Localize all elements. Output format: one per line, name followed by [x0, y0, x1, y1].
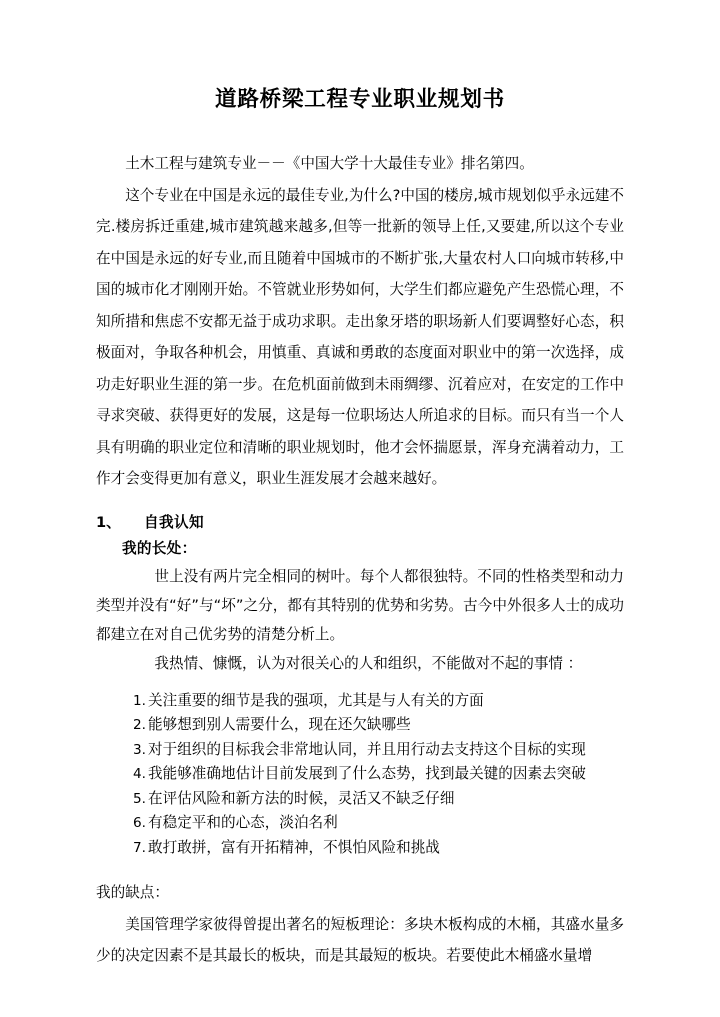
list-item-label: 有稳定平和的心态，淡泊名利: [148, 814, 338, 832]
list-item-label: 在评估风险和新方法的时候，灵活又不缺乏仔细: [148, 789, 455, 807]
list-item-number: 7.: [133, 839, 146, 856]
section-heading-self-cognition: [96, 495, 624, 536]
section-number: 1、: [96, 513, 121, 531]
list-item-label: 对于组织的目标我会非常地认同，并且用行动去支持这个目标的实现: [148, 740, 586, 758]
list-item: [96, 762, 624, 787]
list-item: [96, 689, 624, 714]
list-item-number: 6.: [133, 815, 146, 832]
subheading-weaknesses: 我的缺点：: [96, 884, 169, 902]
list-item: [96, 836, 624, 861]
weaknesses-paragraph: 美国管理学家彼得曾提出著名的短板理论：多块木板构成的木桶，其盛水量多少的决定因素不是其最长的板块，而是其最短的板块。若要使此木桶盛水量增: [96, 915, 624, 965]
list-item-number: 4.: [133, 766, 146, 783]
list-item-label: 我能够准确地估计目前发展到了什么态势，找到最关键的因素去突破: [148, 765, 586, 783]
list-item: [96, 811, 624, 836]
list-item: [96, 738, 624, 763]
document-content: [96, 72, 624, 972]
list-item: [96, 713, 624, 738]
subheading-strengths: 我的长处：: [122, 539, 197, 557]
strengths-list: [96, 689, 624, 861]
intro-block: [96, 148, 624, 495]
intro-line-1: 土木工程与建筑专业－－《中国大学十大最佳专业》排名第四。: [125, 155, 534, 173]
list-item-label: 能够想到别人需要什么，现在还欠缺哪些: [148, 716, 411, 734]
strengths-intro-paragraph: 世上没有两片完全相同的树叶。每个人都很独特。不同的性格类型和动力类型并没有“好”与“坏”之分，都有其特别的优势和劣势。古今中外很多人士的成功都建立在对自己优劣势的清楚分析上。: [96, 567, 624, 643]
section-title: 自我认知: [144, 513, 204, 531]
list-item: [96, 787, 624, 812]
list-item-number: 2.: [133, 717, 146, 734]
list-item-label: 关注重要的细节是我的强项，尤其是与人有关的方面: [148, 691, 484, 709]
strengths-lead-paragraph: 我热情、慷慨，认为对很关心的人和组织，不能做对不起的事情 ：: [154, 654, 583, 672]
page-title: 道路桥梁工程专业职业规划书: [215, 87, 505, 112]
list-item-label: 敢打敢拼，富有开拓精神，不惧怕风险和挑战: [148, 838, 440, 856]
intro-line-2: 这个专业在中国是永远的最佳专业,为什么?中国的楼房,城市规划似乎永远建不完.楼房拆迁重建,城市建筑越来越多,但等一批新的领导上任,又要建,所以这个专业在中国是永远的好专业,而且随着中国城市的不断扩张,大量农村人口向城市转移,中国的城市化才刚刚开始。不管就业形势如何，大学生们都应避免产生恐慌心理，不知所措和焦虑不安都无益于成功求职。走出象牙塔的职场新人们要调整好心态，积极面对，争取各种机会，用慎重、真诚和勇敢的态度面对职业中的第一次选择，成功走好职业生涯的第一步。在危机面前做到未雨绸缪、沉着应对，在安定的工作中寻求突破、获得更好的发展，这是每一位职场达人所追求的目标。而只有当一个人具有明确的职业定位和清晰的职业规划时，他才会怀揣愿景，浑身充满着动力，工作才会变得更加有意义，职业生涯发展才会越来越好。: [96, 186, 624, 488]
list-item-number: 3.: [133, 741, 146, 758]
list-item-number: 1.: [133, 692, 146, 709]
list-item-number: 5.: [133, 790, 146, 807]
